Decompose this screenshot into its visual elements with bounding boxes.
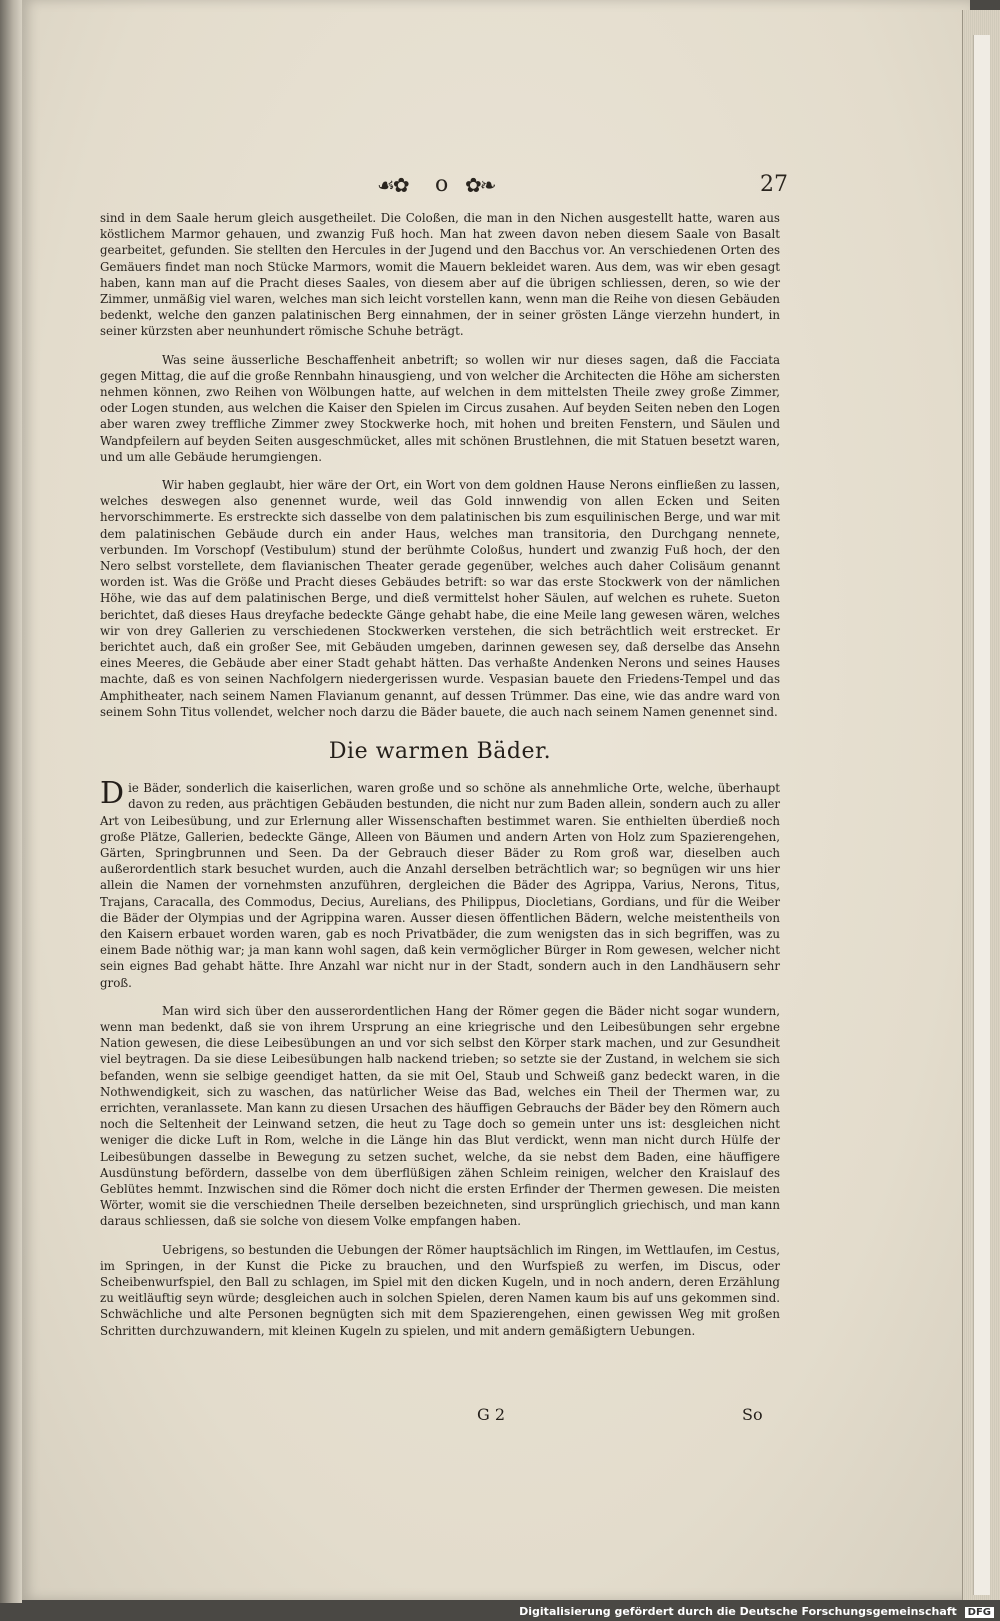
section-title: Die warmen Bäder. — [328, 739, 552, 765]
header-center-mark: o — [435, 172, 449, 197]
paragraph — [100, 1003, 780, 1230]
paragraph-text: ie Bäder, sonderlich die kaiserlichen, waren große und so schöne als annehmliche Orte, welche, überhaupt davon zu reden, aus prächtigen Gebäuden bestunden, die nicht nur zum Baden allein, sondern auch zu aller Art von Leibesübung, und zur Erlernung aller Wissenschaften bestimmet waren. Sie enthielten überdieß noch große Plätze, Gallerien, bedeckte Gänge, Alleen von Bäumen und andern Arten von Holz zum Spazierengehen, Gärten, Springbrunnen und Seen. Da der Gebrauch dieser Bäder zu Rom groß war, dieselben auch außerordentlich stark besuchet wurden, auch die Anzahl derselben beträchtlich war; so begnügen wir uns hier allein die Namen der vornehmsten anzuführen, dergleichen die Bäder des Agrippa, Varius, Nerons, Titus, Trajans, Caracalla, des Commodus, Decius, Aurelians, des Philippus, Diocletians, Gordians, und für die Weiber die Bäder der Olympias und der Agrippina waren. Ausser diesen öffentlichen Bädern, welche meistentheils von den Kaisern erbauet worden waren, gab es noch Privatbäder, die zum wenigsten das in sich begriffen, was zu einem Bade nöthig war; ja man kann wohl sagen, daß kein vermöglicher Bürger in Rom gewesen, welcher nicht sein eignes Bad gehabt hätte. Ihre Anzahl war nicht nur in der Stadt, sondern auch in den Landhäusern sehr groß. — [100, 781, 780, 990]
page-body — [100, 210, 780, 1351]
page-edges — [973, 35, 990, 1595]
paragraph: Wir haben geglaubt, hier wäre der Ort, ein Wort von dem goldnen Hause Nerons einfließen zu lassen, welches deswegen also genennet wurde, weil das Gold innwendig von allen Ecken und Seiten hervorschimmerte. Es erstreckte sich dasselbe von dem palatinischen bis zum esquilinischen Berge, und war mit dem palatinischen Gebäude durch ein ander Haus, welches man transitoria, den Durchgang nennete, verbunden. Im Vorschopf (Vestibulum) stund der berühmte Coloßus, hundert und zwanzig Fuß hoch, der den Nero selbst vorstellete, dem flavianischen Theater gerade gegenüber, welches auch daher Colisäum genannt worden ist. Was die Größe und Pracht dieses Gebäudes betrift: so war das erste Stockwerk von der nämlichen Höhe, wie das auf dem palatinischen Berge, und dieß vermittelst hoher Säulen, auf welchen es ruhete. Sueton berichtet, daß dieses Haus dreyfache bedeckte Gänge gehabt habe, die eine Meile lang gewesen wären, welches wir von drey Gallerien zu verschiedenen Stockwerken verstehen, die sich beträchtlich weit erstrecket. Er berichtet auch, daß ein großer See, mit Gebäuden umgeben, darinnen gewesen sey, daß derselbe das Ansehn eines Meeres, die Gebäude aber einer Stadt gehabt hätten. Das verhaßte Andenken Nerons und seines Hauses machte, daß es von seinen Nachfolgern niedergerissen wurde. Vespasian bauete den Friedens-Tempel und das Amphitheater, nach seinem Namen Flavianum genannt, auf dessen Trümmer. Das eine, wie das andre ward von seinem Sohn Titus vollendet, welcher noch darzu die Bäder bauete, die auch nach seinem Namen genennet sind. — [100, 478, 780, 719]
credit-bar — [0, 1603, 1000, 1621]
page-number: 27 — [760, 172, 788, 197]
running-header — [377, 172, 807, 200]
paragraph-text: Uebrigens, so bestunden die Uebungen der Römer hauptsächlich im Ringen, im Wettlaufen, im Cestus, im Springen, in der Kunst die Picke zu brauchen, und den Wurfspieß zu werfen, im Discus, oder Scheibenwurfspiel, den Ball zu schlagen, im Spiel mit den dicken Kugeln, und in noch andern, deren Erzählung zu weitläuftig seyn würde; desgleichen auch in solchen Spielen, deren Namen kaum bis auf uns gekommen sind. Schwächliche und alte Personen begnügten sich mit dem Spazierengehen, einen gewissen Weg mit großen Schritten durchzuwandern, mit kleinen Kugeln zu spielen, und mit andern gemäßigtern Uebungen. — [100, 1242, 780, 1338]
page-stack-edge — [962, 10, 1000, 1600]
book-binding-edge — [0, 0, 22, 1621]
ornament-left-icon: ☙✿ — [377, 173, 408, 197]
signature-mark: G 2 — [477, 1405, 506, 1424]
paragraph — [100, 776, 780, 991]
paragraph-text: Man wird sich über den ausserordentlichen Hang der Römer gegen die Bäder nicht sogar wundern, wenn man bedenkt, daß sie von ihrem Ursprung an eine kriegrische und den Leibesübungen sehr ergebne Nation gewesen, die diese Leibesübungen an und vor sich selbst den Körper stark machen, und zur Gesundheit viel beytragen. Da sie diese Leibesübungen halb nackend trieben; so setzte sie der Zustand, in welchem sie sich befanden, wenn sie selbige geendiget hatten, da sie mit Oel, Staub und Schweiß ganz bedeckt waren, in die Nothwendigkeit, sich zu waschen, das natürlicher Weise das Bad, welches ein Theil der Thermen war, zu errichten, veranlassete. Man kann zu diesen Ursachen des häuffigen Gebrauchs der Bäder bey den Römern auch noch die Seltenheit der Leinwand setzen, die heut zu Tage doch so gemein unter uns ist: desgleichen nicht weniger die dicke Luft in Rom, welche in die Länge hin das Blut verdickt, wenn man nicht durch Hülfe der Leibesübungen dasselbe in Bewegung zu setzen suchet, welche, da sie nebst dem Baden, eine häuffigere Ausdünstung befördern, dasselbe von dem überflüßigen zähen Schleim reinigen, welcher den Kraislauf des Geblütes hemmt. Inzwischen sind die Römer doch nicht die ersten Erfinder der Thermen gewesen. Die meisten Wörter, womit sie die verschiednen Theile derselben bezeichneten, sind ursprünglich griechisch, und man kann daraus schliessen, daß sie solche von diesem Volke empfangen haben. — [100, 1003, 780, 1229]
paragraph — [100, 1242, 780, 1339]
paragraph: Was seine äusserliche Beschaffenheit anbetrift; so wollen wir nur dieses sagen, daß die Facciata gegen Mittag, die auf die große Rennbahn hinausgieng, und von welcher die Architecten die Höhe am sichersten nehmen können, zwo Reihen von Wölbungen hatte, auf welchen in dem mittelsten Theile zwey große Zimmer, oder Logen stunden, aus welchen die Kaiser den Spielen im Circus zusahen. Auf beyden Seiten neben den Logen aber waren zwey treffliche Zimmer zwey Stockwerke hoch, mit hohen und breiten Fenstern, und Säulen und Wandpfeilern auf beyden Seiten ausgeschmücket, alles mit schönen Brustlehnen, die mit Statuen besetzt waren, und um alle Gebäude herumgiengen. — [100, 352, 780, 464]
paragraph: sind in dem Saale herum gleich ausgetheilet. Die Coloßen, die man in den Nichen ausgestellt hatte, waren aus köstlichem Marmor gehauen, und zwanzig Fuß hoch. Man hat zween davon neben diesem Saale von Basalt gearbeitet, gefunden. Sie stellten den Hercules in der Jugend und den Bacchus vor. An verschiedenen Orten des Gemäuers findet man noch Stücke Marmors, womit die Mauern bekleidet waren. Aus dem, was wir eben gesagt haben, kann man auf die Pracht dieses Saales, von diesem aber auf die übrigen schliessen, deren, so wie der Zimmer, unmäßig viel waren, welches man sich leicht vorstellen kann, wenn man die Reihe von diesen Gebäuden bedenkt, welche den ganzen palatinischen Berg einnahmen, der in seiner grösten Länge vierzehn hundert, in seiner kürzsten aber neunhundert römische Schuhe beträgt. — [100, 211, 780, 339]
dfg-logo: DFG — [965, 1607, 994, 1618]
drop-cap: D — [100, 776, 125, 812]
credit-label: Digitalisierung gefördert durch die Deutsche Forschungsgemeinschaft — [519, 1605, 957, 1618]
ornament-right-icon: ✿❧ — [465, 173, 495, 197]
catchword: So — [742, 1405, 763, 1424]
book-page — [22, 0, 970, 1600]
credit-text — [519, 1605, 994, 1618]
